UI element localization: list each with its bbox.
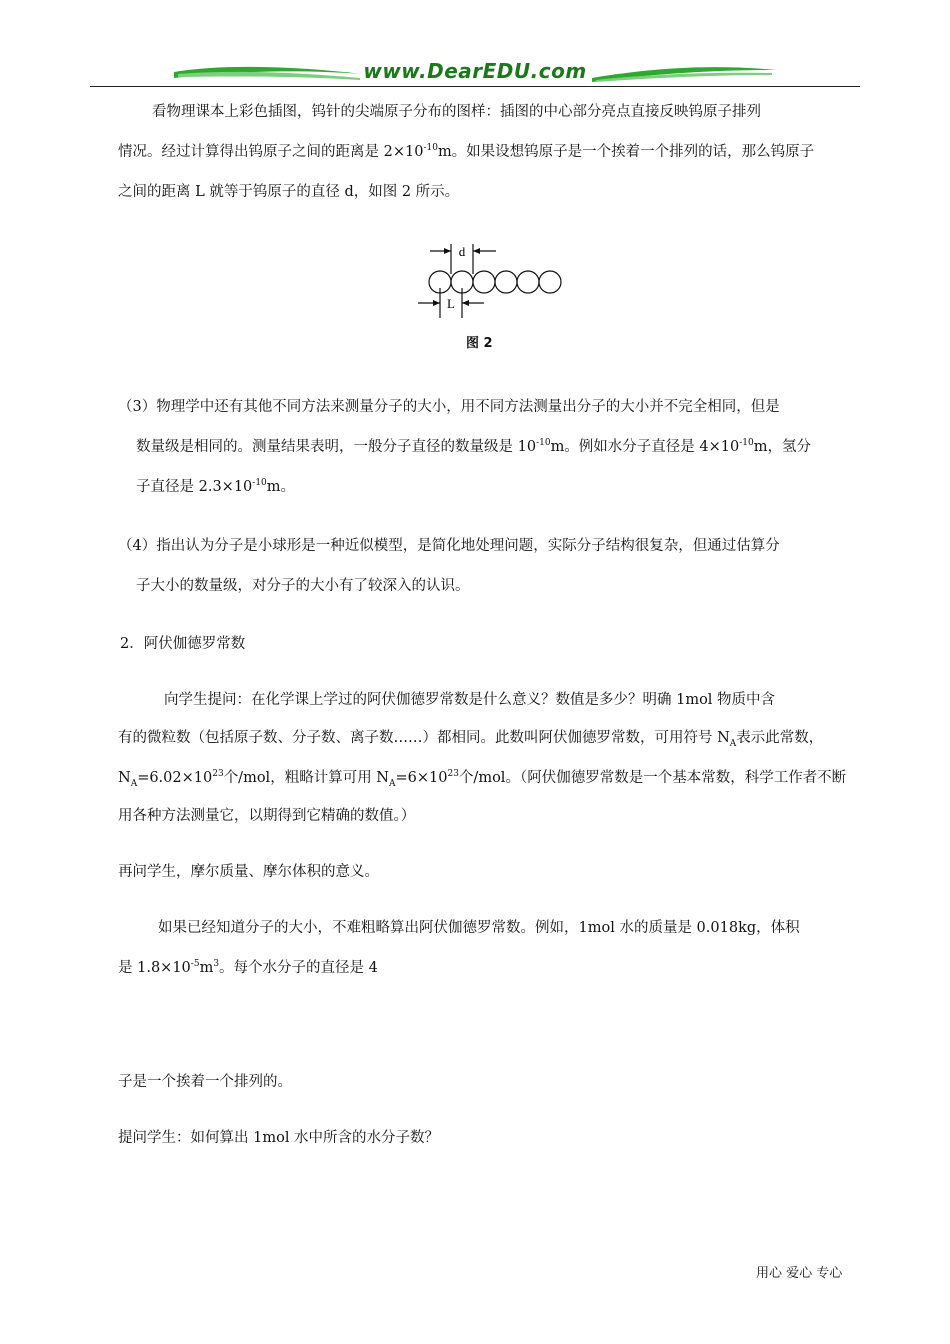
paragraph-1-line-3: 之间的距离 L 就等于钨原子的直径 d，如图 2 所示。 <box>118 184 460 200</box>
paragraph-4-line-1: （4）指出认为分子是小球形是一种近似模型，是简化地处理问题，实际分子结构很复杂，但通过估算分 <box>118 538 780 554</box>
atom-circle <box>495 271 517 293</box>
paragraph-6-line-1: 再问学生，摩尔质量、摩尔体积的意义。 <box>118 864 379 880</box>
paragraph-5-line-3: $N_A=6.02\times 10^{23}$个/mol，粗略计算可用 $N_A=6\times 10^{23}$个/mol。（阿伏伽德罗常数是一个基本常数，科学工作者不断 <box>118 769 847 789</box>
paragraph-1-line-1: 看物理课本上彩色插图，钨针的尖端原子分布的图样：插图的中心部分亮点直接反映钨原子排列 <box>152 104 761 120</box>
site-logo-text: www.DearEDU.com <box>363 59 587 83</box>
footer-slogan: 用心 爱心 专心 <box>756 1266 843 1281</box>
paragraph-1-line-2: 情况。经过计算得出钨原子之间的距离是 $2\times 10^{-10}m$。如果设想钨原子是一个挨着一个排列的话，那么钨原子 <box>118 143 815 160</box>
atom-circle <box>473 271 495 293</box>
label-d: d <box>458 244 466 259</box>
atom-circle <box>539 271 561 293</box>
paragraph-7-line-2: 是 $1.8\times 10^{-5}m^3$。每个水分子的直径是 4 <box>118 959 378 976</box>
paragraph-5-line-1: 向学生提问：在化学课上学过的阿伏伽德罗常数是什么意义？数值是多少？明确 1mol 物质中含 <box>164 692 776 708</box>
paragraph-8-line-1: 子是一个挨着一个排列的。 <box>118 1074 292 1090</box>
paragraph-7-line-1: 如果已经知道分子的大小，不难粗略算出阿伏伽德罗常数。例如，1mol 水的质量是 0.018kg，体积 <box>158 920 800 936</box>
atom-chain-diagram <box>412 236 582 320</box>
paragraph-3-line-2: 数量级是相同的。测量结果表明，一般分子直径的数量级是 $10^{-10}m$。例如水分子直径是 $4\times 10^{-10}m$，氢分 <box>136 438 811 455</box>
paragraph-4-line-2: 子大小的数量级，对分子的大小有了较深入的认识。 <box>136 578 470 594</box>
site-logo <box>172 60 778 88</box>
section-title: 2．阿伏伽德罗常数 <box>120 636 246 652</box>
atom-circle <box>517 271 539 293</box>
paragraph-9-line-1: 提问学生：如何算出 1mol 水中所含的水分子数？ <box>118 1130 440 1146</box>
label-L: L <box>447 296 455 311</box>
paragraph-5-line-2: 有的微粒数（包括原子数、分子数、离子数……）都相同。此数叫阿伏伽德罗常数，可用符号 $N_A$表示此常数， <box>118 730 824 749</box>
paragraph-5-line-4: 用各种方法测量它，以期得到它精确的数值。） <box>118 808 416 824</box>
paragraph-3-line-1: （3）物理学中还有其他不同方法来测量分子的大小，用不同方法测量出分子的大小并不完全相同，但是 <box>118 399 780 415</box>
figure-caption: 图 2 <box>466 336 493 351</box>
paragraph-3-line-3: 子直径是 $2.3\times 10^{-10}m$。 <box>136 478 296 495</box>
figure-2-atom-diagram <box>412 236 582 320</box>
header-divider <box>90 86 860 87</box>
